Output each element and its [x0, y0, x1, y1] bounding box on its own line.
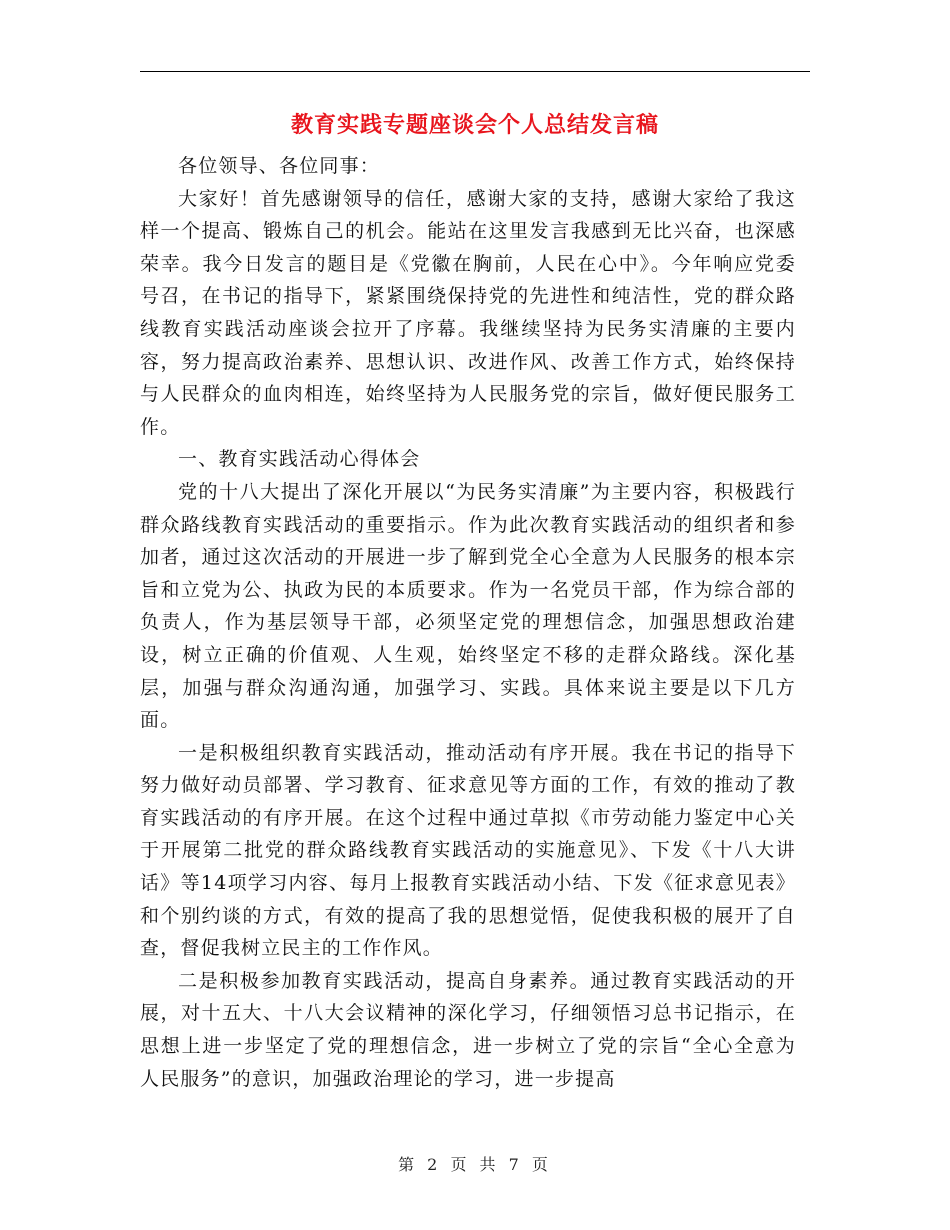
paragraph-opening: 大家好！首先感谢领导的信任，感谢大家的支持，感谢大家给了我这样一个提高、锻炼自己的机会。能站在这里发言我感到无比兴奋，也深感荣幸。我今日发言的题目是《党徽在胸前，人民在心中》。今年响应党委号召，在书记的指导下，紧紧围绕保持党的先进性和纯洁性，党的群众路线教育实践活动座谈会拉开了序幕。我继续坚持为民务实清廉的主要内容，努力提高政治素养、思想认识、改进作风、改善工作方式，始终保持与人民群众的血肉相连，始终坚持为人民服务党的宗旨，做好便民服务工作。 — [140, 187, 796, 438]
page-number-footer: 第 2 页 共 7 页 — [398, 1155, 552, 1174]
document-body — [140, 150, 796, 1095]
paragraph-point-2: 二是积极参加教育实践活动，提高自身素养。通过教育实践活动的开展，对十五大、十八大会议精神的深化学习，仔细领悟习总书记指示，在思想上进一步坚定了党的理想信念，进一步树立了党的宗旨“全心全意为人民服务”的意识，加强政治理论的学习，进一步提高 — [140, 969, 796, 1090]
paragraph-salutation: 各位领导、各位同事： — [178, 155, 381, 177]
document-title: 教育实践专题座谈会个人总结发言稿 — [290, 112, 659, 138]
paragraph-section-1-intro: 党的十八大提出了深化开展以“为民务实清廉”为主要内容，积极践行群众路线教育实践活动的重要指示。作为此次教育实践活动的组织者和参加者，通过这次活动的开展进一步了解到党全心全意为人民服务的根本宗旨和立党为公、执政为民的本质要求。作为一名党员干部，作为综合部的负责人，作为基层领导干部，必须坚定党的理想信念，加强思想政治建设，树立正确的价值观、人生观，始终坚定不移的走群众路线。深化基层，加强与群众沟通沟通，加强学习、实践。具体来说主要是以下几方面。 — [140, 480, 796, 732]
header-rule — [140, 71, 810, 72]
section-heading-1: 一、教育实践活动心得体会 — [178, 448, 421, 471]
paragraph-point-1: 一是积极组织教育实践活动，推动活动有序开展。我在书记的指导下努力做好动员部署、学习教育、征求意见等方面的工作，有效的推动了教育实践活动的有序开展。在这个过程中通过草拟《市劳动能力鉴定中心关于开展第二批党的群众路线教育实践活动的实施意见》、下发《十八大讲话》等14项学习内容、每月上报教育实践活动小结、下发《征求意见表》和个别约谈的方式，有效的提高了我的思想觉悟，促使我积极的展开了自查，督促我树立民主的工作作风。 — [140, 741, 796, 960]
